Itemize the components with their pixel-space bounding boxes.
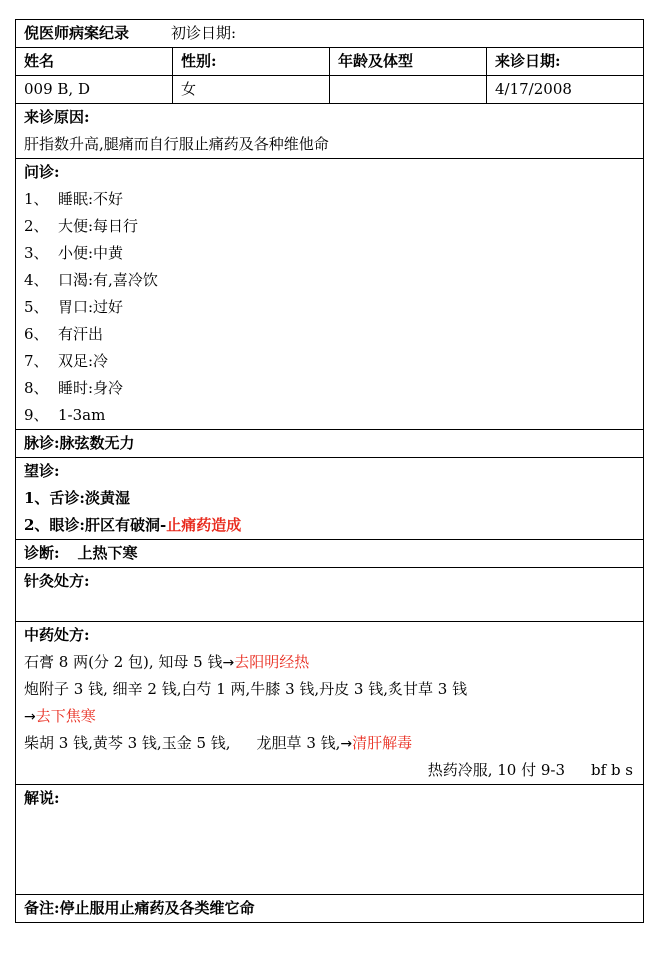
acupuncture-section (16, 568, 644, 622)
inquiry-item: 2、 大便:每日行 (24, 217, 139, 235)
reason-text: 肝指数升高,腿痛而自行服止痛药及各种维他命 (24, 135, 329, 153)
record-title-row (16, 20, 644, 48)
age-build-header: 年龄及体型 (330, 48, 487, 76)
visit-date-header: 来诊日期: (487, 48, 644, 76)
inquiry-item: 5、 胃口:过好 (24, 298, 124, 316)
reason-section (16, 104, 644, 159)
observation-label: 望诊: (24, 462, 60, 480)
explanation-label: 解说: (24, 789, 60, 807)
patient-gender: 女 (173, 76, 330, 104)
herbal-code: bf b s (591, 761, 634, 779)
herbal-line-1: 石膏 8 两(分 2 包), 知母 5 钱→去阳明经热 (24, 653, 310, 671)
acupuncture-label: 针灸处方: (24, 572, 90, 590)
medical-record-table (15, 19, 644, 923)
diagnosis-row (16, 540, 644, 568)
herbal-note-2: 去下焦寒 (35, 707, 96, 725)
gender-header: 性别: (173, 48, 330, 76)
eye-diagnosis-note: 止痛药造成 (166, 516, 242, 534)
tongue-diagnosis: 1、舌诊:淡黄湿 (24, 489, 130, 507)
inquiry-item: 6、 有汗出 (24, 325, 104, 343)
arrow-icon: → (340, 736, 353, 752)
herbal-label: 中药处方: (24, 626, 90, 644)
patient-age-build (330, 76, 487, 104)
patient-name: 009 B, D (16, 76, 173, 104)
herbal-line-4: 柴胡 3 钱,黄芩 3 钱,玉金 5 钱, 龙胆草 3 钱,→清肝解毒 (24, 734, 413, 752)
herbal-note-3: 清肝解毒 (352, 734, 413, 752)
diagnosis-label: 诊断: (24, 544, 60, 562)
herbal-dosage-line (24, 757, 643, 784)
inquiry-item: 1、 睡眠:不好 (24, 190, 124, 208)
arrow-icon: → (24, 709, 36, 725)
inquiry-item: 9、 1-3am (24, 406, 106, 424)
herbal-section (16, 622, 644, 785)
inquiry-item: 7、 双足:冷 (24, 352, 109, 370)
remark-row: 备注:停止服用止痛药及各类维它命 (16, 895, 644, 923)
eye-diagnosis: 2、眼诊:肝区有破洞-止痛药造成 (24, 516, 242, 534)
herbal-line-3 (24, 703, 643, 730)
patient-visit-date: 4/17/2008 (487, 76, 644, 104)
pulse-diagnosis: 脉诊:脉弦数无力 (16, 430, 644, 458)
first-visit-date-label: 初诊日期: (171, 24, 237, 42)
inquiry-section (16, 159, 644, 430)
reason-label: 来诊原因: (24, 108, 90, 126)
diagnosis-value: 上热下寒 (77, 544, 138, 562)
inquiry-item: 3、 小便:中黄 (24, 244, 124, 262)
arrow-icon: → (222, 655, 235, 671)
herbal-note-1: 去阳明经热 (234, 653, 310, 671)
observation-section (16, 458, 644, 540)
inquiry-item: 8、 睡时:身冷 (24, 379, 124, 397)
record-title: 倪医师病案纪录 (24, 24, 130, 42)
inquiry-label: 问诊: (24, 163, 60, 181)
herbal-line-2: 炮附子 3 钱, 细辛 2 钱,白芍 1 两,牛膝 3 钱,丹皮 3 钱,炙甘草 3 钱 (24, 680, 468, 698)
explanation-section (16, 785, 644, 895)
herbal-dosage: 热药冷服, 10 付 9-3 (427, 761, 566, 779)
name-header: 姓名 (16, 48, 173, 76)
inquiry-item: 4、 口渴:有,喜冷饮 (24, 271, 158, 289)
